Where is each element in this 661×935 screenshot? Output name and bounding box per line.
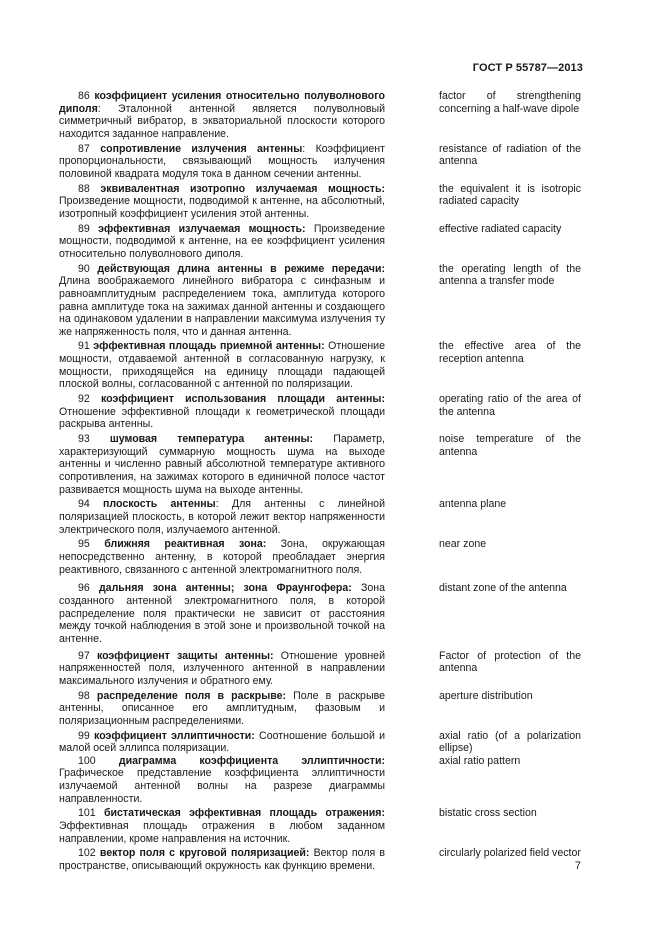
entry-definition: Эталонной антенной является полуволновый симметричный вибратор, в экваториальной плоскости которого находится заданное направление. [59,102,385,140]
glossary-entry [59,538,581,576]
entry-term: плоскость антенны [103,498,216,511]
entry-definition: Коэффициент пропорциональности, связывающий мощность излучения половиной квадрата модуля тока в данном сечении антенны. [59,142,386,180]
entry-term: коэффициент использования площади антенны: [101,393,385,406]
entry-english: aperture distribution [439,689,533,702]
glossary-entry [59,582,581,645]
entry-number: 97 [78,649,90,662]
entry-number: 98 [78,689,90,702]
entry-russian [59,340,385,391]
entry-russian [59,263,385,339]
entry-definition: Графическое представление коэффициента эллиптичности излучаемой антенной волны на разрезе диаграммы направленности. [59,767,385,805]
entry-definition: Поле в раскрыве антенны, описанное его амплитудным, фазовым и поляризационным распределениями. [59,689,385,727]
glossary-entry [59,807,581,845]
entry-number: 92 [78,393,90,406]
entry-definition: Зона, окружающая непосредственно антенну, в которой преобладает энергия реактивного, связанного с антенной электромагнитного поля. [59,538,385,576]
glossary-entry [59,90,581,141]
entry-term: бистатическая эффективная площадь отражения: [103,807,385,820]
entry-english: resistance of radiation of the antenna [439,142,581,168]
entry-number: 91 [78,340,90,353]
entry-number: 95 [78,538,90,551]
entry-term: коэффициент защиты антенны: [96,649,274,662]
entry-number: 89 [78,222,90,235]
glossary-entry [59,340,581,391]
entry-russian [59,498,385,536]
entry-english: the effective area of the reception antenna [439,340,581,366]
entry-term: коэффициент эллиптичности: [94,729,255,742]
entry-number: 86 [78,90,90,102]
entry-term: шумовая температура антенны: [109,433,314,446]
entry-english: factor of strengthening concerning a half-wave dipole [439,90,581,115]
glossary-entry [59,393,581,431]
glossary-entry [59,498,581,536]
entry-term: сопротивление излучения антенны [100,142,303,155]
entry-term: вектор поля с круговой поляризацией: [99,847,310,860]
glossary-entry [59,847,581,872]
entry-english: circularly polarized field vector [439,847,581,860]
entry-number: 102 [78,847,96,860]
entry-russian [59,223,385,261]
entry-definition: Отношение эффективной площади к геометрической площади раскрыва антенны. [59,405,385,431]
entry-term: эквивалентная изотропно излучаемая мощность: [100,182,385,195]
glossary-entry [59,650,581,688]
entry-english: axial ratio (of a polarization ellipse) [439,729,581,755]
glossary-entry [59,223,581,261]
entry-definition: Вектор поля в пространстве, описывающий окружность как функцию времени. [59,847,386,873]
entry-number: 93 [78,433,90,446]
entry-definition: Для антенны с линейной поляризацией плоскость, в которой лежит вектор напряженности электрического поля, излучаемого антенной. [59,498,385,536]
glossary-entry [59,143,581,181]
entry-definition: Отношение мощности, отдаваемой антенной в согласованную нагрузку, к мощности, приходящейся на единицу площади падающей плоской волны, согласованной с антенной по поляризации. [59,340,385,391]
entry-english: bistatic cross section [439,807,537,820]
entry-definition: Эффективная площадь отражения в любом заданном направлении, кроме направления на источник. [59,820,385,845]
glossary-entry [59,690,581,728]
entry-term: диаграмма коэффициента эллиптичности: [118,754,385,767]
entry-term: коэффициент усиления относительно полуволнового диполя [59,90,385,115]
entry-separator: : [302,142,306,155]
entry-term: распределение поля в раскрыве: [96,689,287,702]
entry-term: действующая длина антенны в режиме передачи: [97,262,385,275]
entry-number: 87 [78,142,90,155]
entry-term: эффективная площадь приемной антенны: [93,340,325,353]
document-code: ГОСТ Р 55787—2013 [472,62,583,74]
entry-russian [59,690,385,728]
entry-number: 96 [78,582,90,595]
entry-term: эффективная излучаемая мощность: [98,222,306,235]
entry-english: antenna plane [439,498,507,511]
entry-term: дальняя зона антенны; зона Фраунгофера: [98,582,352,595]
entry-english: Factor of protection of the antenna [439,649,581,675]
entry-russian [59,807,385,845]
entry-russian [59,730,385,755]
entry-number: 94 [78,498,90,511]
entry-russian [59,90,385,141]
entry-english: operating ratio of the area of the antenna [439,393,581,418]
page-number: 7 [574,860,581,872]
entry-definition: Параметр, характеризующий суммарную мощность шума на выходе антенны и численно равный абсолютной температуре активного сопротивления, на зажимах которого в единичной полосе частот развивается мощность шума на выходе антенны. [59,433,386,496]
entry-english: the equivalent it is isotropic radiated capacity [439,182,581,208]
entry-number: 88 [78,182,90,195]
entry-separator: : [215,498,219,511]
entry-number: 100 [78,754,96,767]
entry-russian [59,755,385,806]
entry-definition: Отношение уровней напряженностей поля, излученного антенной в направлении максимального излучения и обратного ему. [59,649,385,687]
entry-english: distant zone of the antenna [439,582,567,595]
entry-english: noise temperature of the antenna [439,433,581,458]
entry-russian [59,847,385,872]
entry-english: the operating length of the antenna a transfer mode [439,262,581,288]
entry-definition: Произведение мощности, подводимой к антенне, на абсолютный, изотропный коэффициент усиления этой антенны. [59,195,385,220]
entry-number: 99 [78,729,90,742]
entry-russian [59,538,385,576]
entry-number: 101 [78,807,96,820]
entry-russian [59,433,385,496]
entry-number: 90 [78,262,90,275]
entry-russian [59,393,385,431]
entry-russian [59,650,385,688]
glossary-entries [59,90,581,873]
glossary-entry [59,183,581,221]
entry-term: ближняя реактивная зона: [104,538,267,551]
entry-definition: Зона созданного антенной электромагнитного поля, в которой распределение поля практически не зависит от расстояния между точкой наблюдения в этой зоне и произвольной точкой на антенне. [59,582,385,645]
entry-english: near zone [439,538,487,551]
entry-definition: Соотношение большой и малой осей эллипса поляризации. [59,729,385,755]
entry-russian [59,183,385,221]
entry-russian [59,143,385,181]
glossary-entry [59,755,581,806]
entry-separator: : [97,102,101,115]
glossary-entry [59,730,581,755]
entry-definition: Длина воображаемого линейного вибратора с синфазным и равноамплитудным распределением тока, амплитуда которого равна амплитуде тока на зажимах данной антенны и создающего на одинаковом удалении в направлении максимума излучения ту же напряженность поля, что и данная антенна. [59,275,385,338]
entry-definition: Произведение мощности, подводимой к антенне, на ее коэффициент усиления относительно полуволнового диполя. [59,222,385,260]
entry-english: axial ratio pattern [439,754,521,767]
glossary-entry [59,433,581,496]
entry-english: effective radiated capacity [439,222,562,235]
entry-russian [59,582,385,645]
glossary-entry [59,263,581,339]
